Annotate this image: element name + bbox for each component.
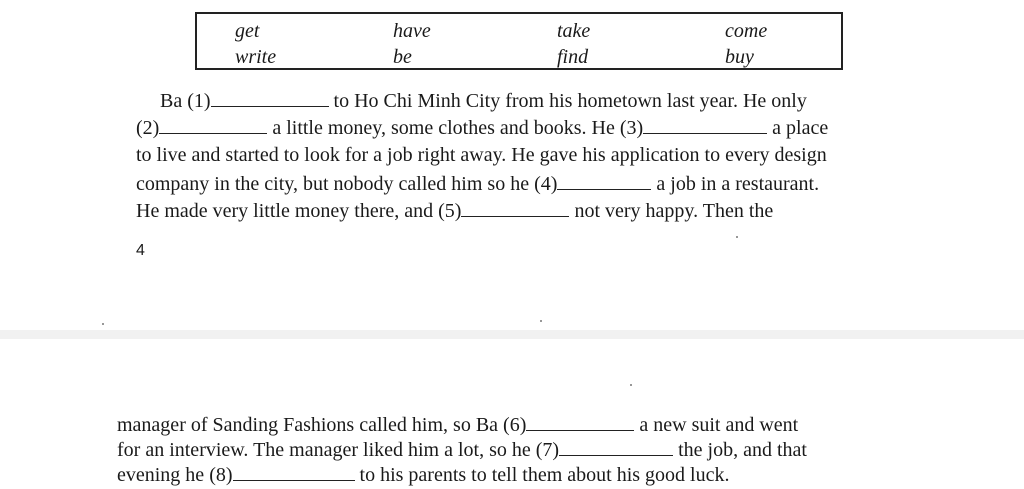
passage-text: a little money, some clothes and books. He (3) bbox=[272, 117, 644, 139]
blank-5[interactable] bbox=[461, 198, 569, 217]
blank-6[interactable] bbox=[526, 412, 634, 431]
passage-text: (2) bbox=[136, 117, 160, 139]
passage-line bbox=[117, 437, 807, 462]
passage-text: manager of Sanding Fashions called him, so Ba (6) bbox=[117, 414, 527, 436]
blank-7[interactable] bbox=[559, 437, 673, 456]
blank-3[interactable] bbox=[643, 115, 767, 134]
scan-speck bbox=[102, 323, 104, 325]
blank-2[interactable] bbox=[159, 115, 267, 134]
word-have: have bbox=[393, 20, 431, 42]
passage-text: not very happy. Then the bbox=[574, 200, 774, 222]
word-find: find bbox=[557, 46, 589, 68]
passage-line bbox=[117, 462, 729, 487]
passage-text: a place bbox=[772, 117, 829, 139]
passage-text: evening he (8) bbox=[117, 464, 233, 486]
word-box bbox=[195, 12, 843, 70]
scan-speck bbox=[540, 320, 542, 322]
passage-text: for an interview. The manager liked him a lot, so he (7) bbox=[117, 439, 560, 461]
worksheet-page-bottom bbox=[0, 339, 1024, 489]
passage-text: to live and started to look for a job right away. He gave his application to every design bbox=[136, 144, 827, 166]
passage-text: Ba (1) bbox=[160, 90, 211, 112]
passage-line bbox=[136, 143, 827, 167]
passage-line bbox=[136, 198, 773, 223]
word-get: get bbox=[235, 20, 260, 42]
passage-text: a new suit and went bbox=[639, 414, 799, 436]
word-buy: buy bbox=[725, 46, 754, 68]
word-take: take bbox=[557, 20, 591, 42]
passage-text: a job in a restaurant. bbox=[656, 173, 820, 195]
passage-line bbox=[136, 115, 828, 140]
blank-4[interactable] bbox=[557, 171, 651, 190]
word-come: come bbox=[725, 20, 768, 42]
passage-text: to his parents to tell them about his good luck. bbox=[359, 464, 730, 486]
passage-text: the job, and that bbox=[678, 439, 807, 461]
page-number: 4 bbox=[136, 242, 145, 259]
passage-text: to Ho Chi Minh City from his hometown last year. He only bbox=[333, 90, 807, 112]
word-write: write bbox=[235, 46, 277, 68]
blank-1[interactable] bbox=[211, 88, 329, 107]
passage-line bbox=[136, 171, 819, 196]
passage-text: company in the city, but nobody called him so he (4) bbox=[136, 173, 558, 195]
word-be: be bbox=[393, 46, 412, 68]
passage-line bbox=[160, 88, 807, 113]
scan-speck bbox=[736, 236, 738, 238]
blank-8[interactable] bbox=[233, 462, 355, 481]
scan-speck bbox=[630, 384, 632, 386]
passage-line bbox=[117, 412, 798, 437]
passage-text: He made very little money there, and (5) bbox=[136, 200, 462, 222]
page-break bbox=[0, 330, 1024, 339]
